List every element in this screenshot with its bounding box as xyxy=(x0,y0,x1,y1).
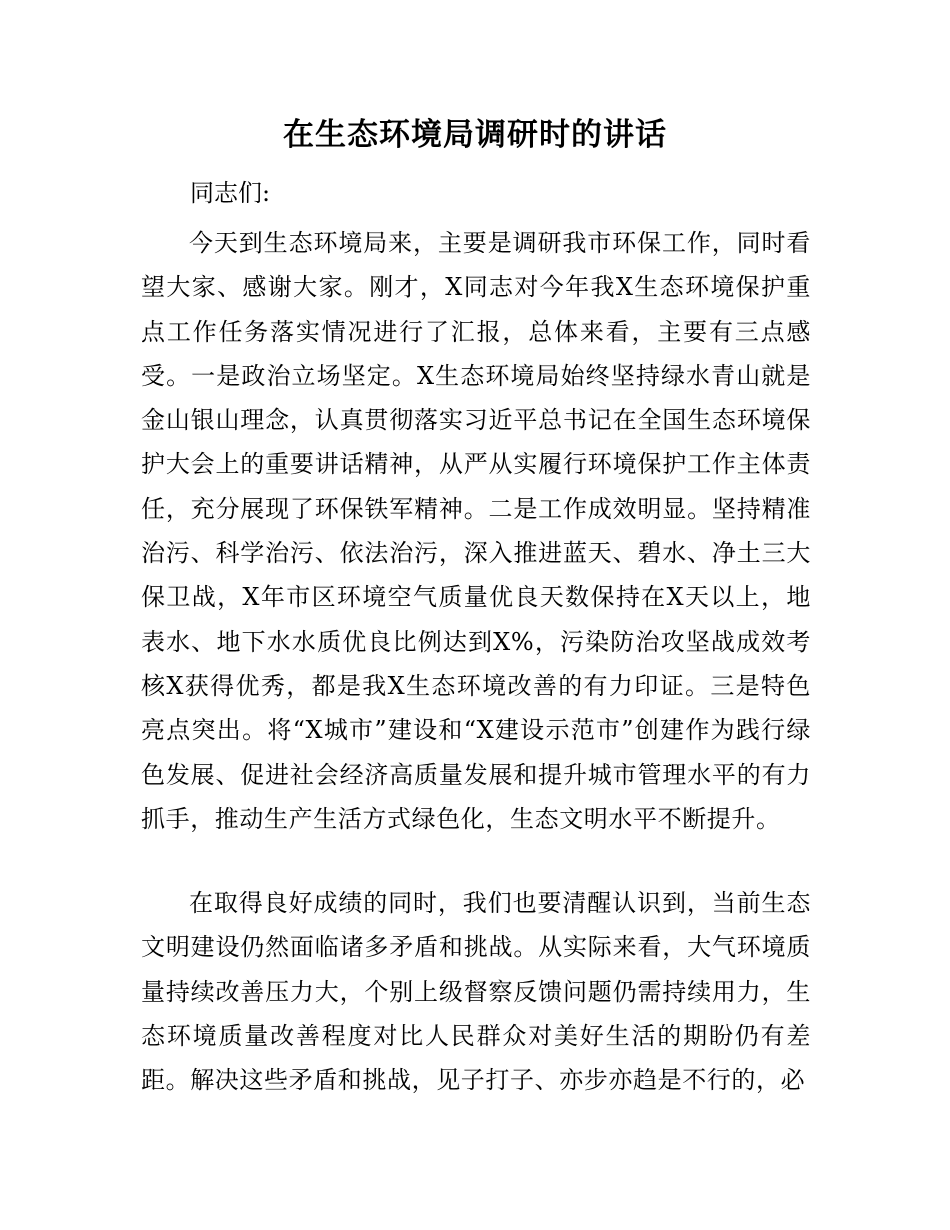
paragraph-1: 今天到生态环境局来，主要是调研我市环保工作，同时看望大家、感谢大家。刚才，X同志对今年我X生态环境保护重点工作任务落实情况进行了汇报，总体来看，主要有三点感受。一是政治立场坚定。X生态环境局始终坚持绿水青山就是金山银山理念，认真贯彻落实习近平总书记在全国生态环境保护大会上的重要讲话精神，从严从实履行环境保护工作主体责任，充分展现了环保铁军精神。二是工作成效明显。坚持精准治污、科学治污、依法治污，深入推进蓝天、碧水、净土三大保卫战，X年市区环境空气质量优良天数保持在X天以上，地表水、地下水水质优良比例达到X%，污染防治攻坚战成效考核X获得优秀，都是我X生态环境改善的有力印证。三是特色亮点突出。将“X城市”建设和“X建设示范市”创建作为践行绿色发展、促进社会经济高质量发展和提升城市管理水平的有力抓手，推动生产生活方式绿色化，生态文明水平不断提升。 xyxy=(141,229,811,833)
paragraph-2: 在取得良好成绩的同时，我们也要清醒认识到，当前生态文明建设仍然面临诸多矛盾和挑战。从实际来看，大气环境质量持续改善压力大，个别上级督察反馈问题仍需持续用力，生态环境质量改善程度对比人民群众对美好生活的期盼仍有差距。解决这些矛盾和挑战，见子打子、亦步亦趋是不行的，必 xyxy=(141,889,811,1095)
document-title: 在生态环境局调研时的讲话 xyxy=(283,117,667,153)
salutation: 同志们: xyxy=(190,179,271,207)
